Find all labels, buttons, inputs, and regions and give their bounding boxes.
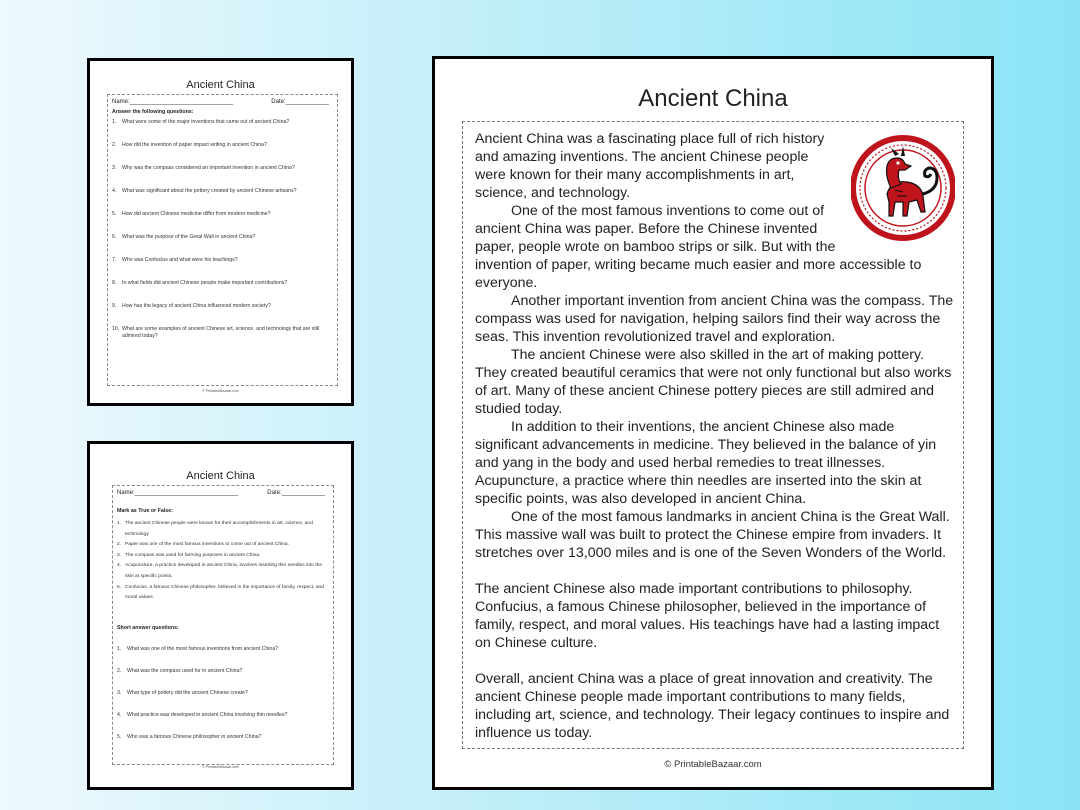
question-item: 1. What were some of the major inventions that came out of ancient China? — [112, 119, 290, 125]
worksheet-footer: © PrintableBazaar.com — [202, 389, 239, 393]
name-label: Name:_______________________________ — [117, 490, 239, 496]
date-label: Date:_____________ — [267, 490, 325, 496]
instructions-heading: Answer the following questions: — [112, 109, 194, 115]
passage-paragraph: Overall, ancient China was a place of great innovation and creativity. The ancient Chinese people made important contributions to many fields, including art, science, and technology. Their legacy continues to inspire and influence us today. — [475, 671, 950, 741]
question-list — [112, 119, 333, 379]
passage-paragraph: Ancient China was a fascinating place full of rich history and amazing inventions. The ancient Chinese people were known for their many accomplishments in art, science, and technology. — [475, 131, 825, 201]
page-title: Ancient China — [638, 85, 788, 112]
question-item: 4. What was significant about the pottery created by ancient Chinese artisans? — [112, 188, 297, 194]
true-false-item: 1. The ancient Chinese people were known for their accomplishments in art, science, and technology. — [117, 521, 313, 537]
passage-paragraph: The ancient Chinese were also skilled in the art of making pottery. They created beautiful ceramics that were not only functional but also works of art. Many of these ancient Chinese pottery pieces are still admired and studied today. — [475, 347, 952, 417]
short-answer-item: 1. What was one of the most famous inventions from ancient China? — [117, 646, 279, 652]
dragon-emblem-icon — [851, 132, 955, 244]
name-date-line — [117, 490, 329, 496]
worksheet-frame — [107, 94, 338, 386]
passage-paragraph: The ancient Chinese also made important contributions to philosophy. Confucius, a famous Chinese philosopher, believed in the importance of family, respect, and moral values. His teachings have had a lasting impact on Chinese culture. — [475, 581, 940, 651]
question-item: 10. What are some examples of ancient Chinese art, science, and technology that are still admired today? — [112, 326, 320, 339]
question-item: 9. How has the legacy of ancient China influenced modern society? — [112, 303, 271, 309]
worksheet-questions-thumbnail[interactable] — [87, 58, 354, 406]
short-answer-heading: Short answer questions: — [117, 625, 179, 631]
question-item: 7. Who was Confucius and what were his teachings? — [112, 257, 238, 263]
true-false-list — [117, 519, 329, 604]
short-answer-item: 5. Who was a famous Chinese philosopher in ancient China? — [117, 734, 262, 740]
question-item: 8. In what fields did ancient Chinese people make important contributions? — [112, 280, 288, 286]
short-answer-item: 4. What practice was developed in ancient China involving thin needles? — [117, 712, 288, 718]
question-item: 6. What was the purpose of the Great Wall in ancient China? — [112, 234, 256, 240]
short-answer-item: 2. What was the compass used for in ancient China? — [117, 668, 243, 674]
passage-paragraph: In addition to their inventions, the ancient Chinese also made significant advancements in medicine. They believed in the balance of yin and yang in the body and used herbal remedies to treat illnesses. Acupuncture, a practice where thin needles are inserted into the skin at specific points, was also developed in ancient China. — [475, 419, 937, 507]
passage-frame — [462, 121, 964, 749]
passage-paragraph: Another important invention from ancient China was the compass. The compass was used for navigation, helping sailors find their way across the seas. This invention revolutionized travel and exploration. — [475, 293, 954, 345]
true-false-heading: Mark as True or False: — [117, 508, 173, 514]
short-answer-item: 3. What type of pottery did the ancient Chinese create? — [117, 690, 248, 696]
name-date-line — [112, 99, 333, 105]
true-false-item: 4. Acupuncture, a practice developed in ancient China, involves inserting thin needles into the skin at specific points. — [117, 563, 323, 579]
passage-paragraph: One of the most famous landmarks in ancient China is the Great Wall. This massive wall was built to protect the Chinese empire from invaders. It stretches over 13,000 miles and is one of the Seven Wonders of the World. — [475, 509, 950, 561]
name-label: Name:_______________________________ — [112, 99, 234, 105]
question-item: 5. How did ancient Chinese medicine differ from modern medicine? — [112, 211, 271, 217]
page-footer: © PrintableBazaar.com — [664, 759, 762, 770]
date-label: Date:_____________ — [271, 99, 329, 105]
worksheet-true-false-thumbnail[interactable] — [87, 441, 354, 790]
question-item: 3. Why was the compass considered an important invention in ancient China? — [112, 165, 295, 171]
passage-paragraph: One of the most famous inventions to come out of ancient China was paper. Before the Chinese invented paper, people wrote on bamboo strips or silk. But with the invention of paper, writing became much easier and more accessible to everyone. — [475, 203, 922, 291]
reading-passage-page[interactable] — [432, 56, 994, 790]
worksheet-title: Ancient China — [186, 79, 255, 91]
short-answer-list — [117, 646, 329, 756]
worksheet-title: Ancient China — [186, 470, 255, 482]
worksheet-frame — [112, 485, 334, 765]
true-false-item: 3. The compass was used for farming purposes in ancient China. — [117, 552, 261, 558]
worksheet-footer: © PrintableBazaar.com — [202, 765, 239, 769]
question-item: 2. How did the invention of paper impact writing in ancient China? — [112, 142, 267, 148]
passage-text — [475, 130, 955, 742]
true-false-item: 2. Paper was one of the most famous inventions to come out of ancient China. — [117, 542, 289, 548]
true-false-item: 5. Confucius, a famous Chinese philosopher, believed in the importance of family, respect, and moral values. — [117, 584, 324, 601]
